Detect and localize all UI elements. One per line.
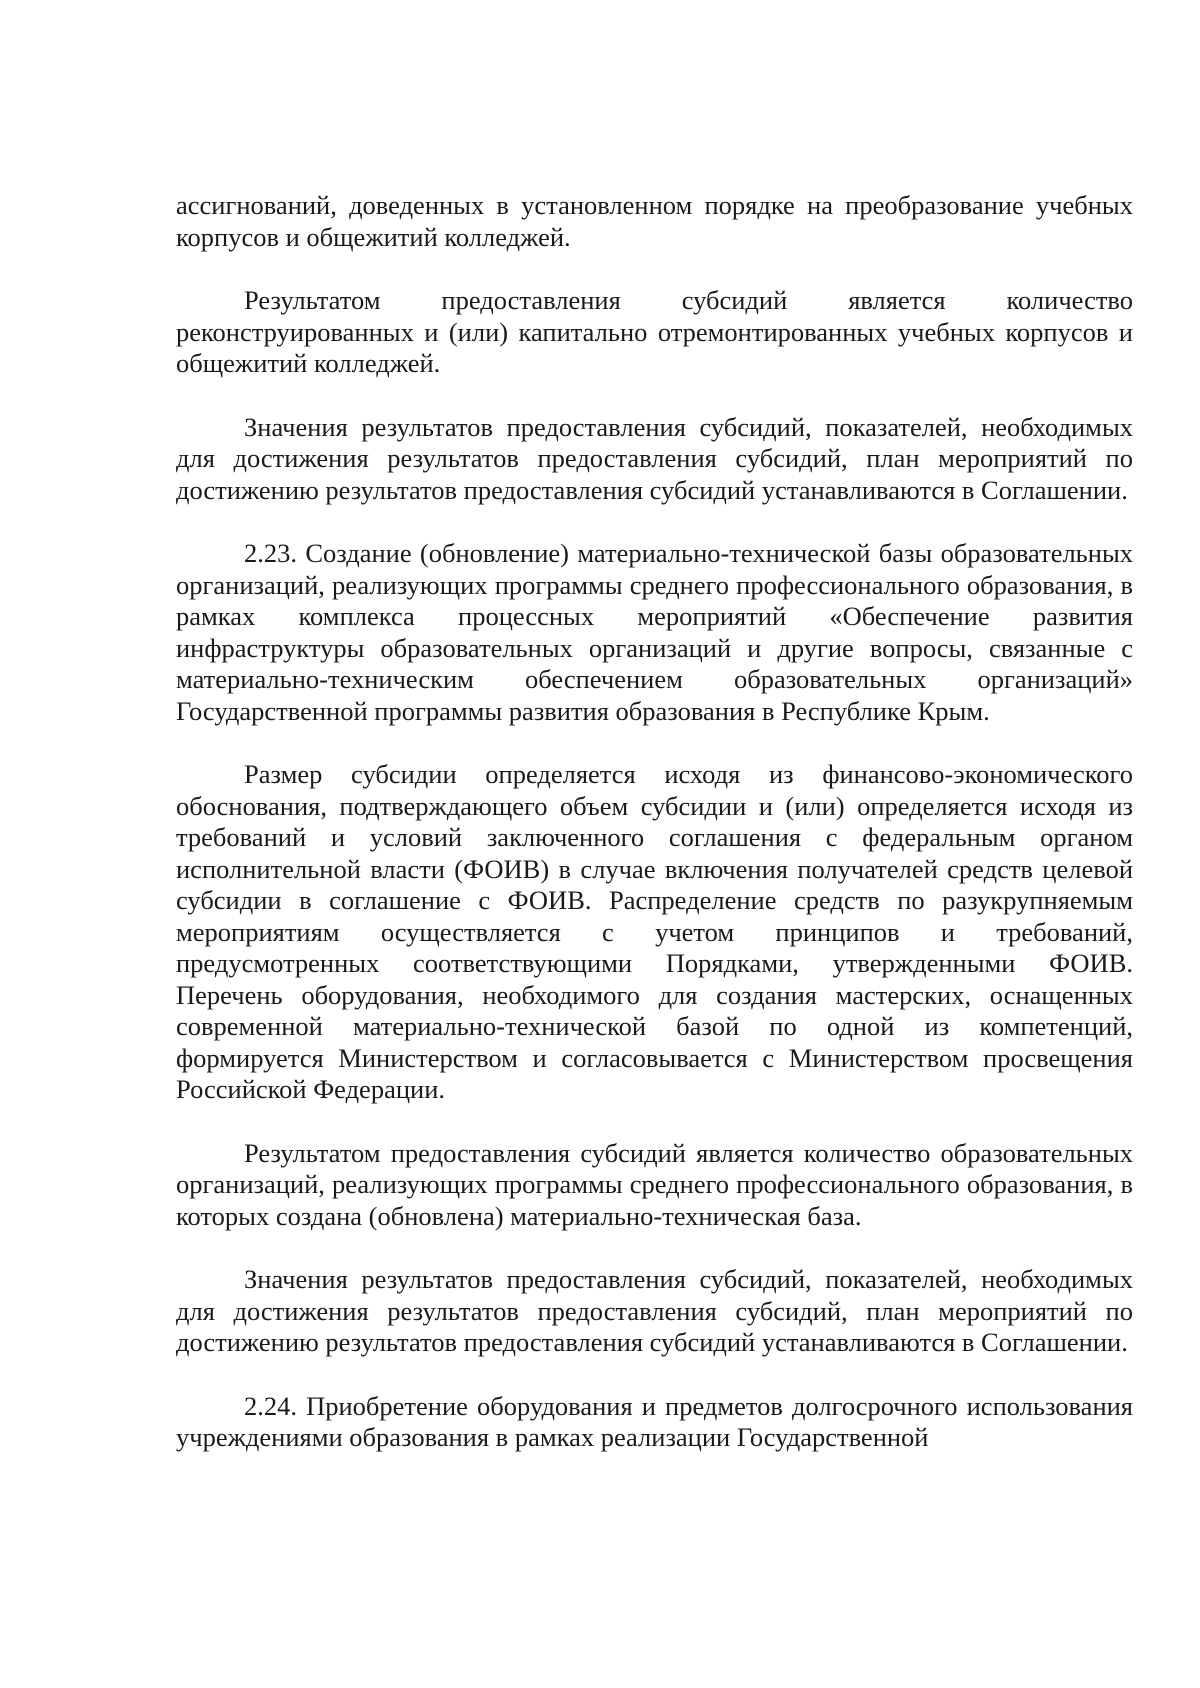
paragraph-result-reconstruction: Результатом предоставления субсидий является количество реконструированных и (или) капитально отремонтированных учебных корпусов и общежитий колледжей. xyxy=(176,285,1133,378)
paragraph-section-2-24: 2.24. Приобретение оборудования и предметов долгосрочного использования учреждениями образования в рамках реализации Государственной xyxy=(176,1390,1133,1452)
document-body xyxy=(176,190,1133,1454)
paragraph-result-values: Значения результатов предоставления субсидий, показателей, необходимых для достижения результатов предоставления субсидий, план мероприятий по достижению результатов предоставления субсидий устанавливаются в Соглашении. xyxy=(176,411,1133,505)
paragraph-continuation: ассигнований, доведенных в установленном порядке на преобразование учебных корпусов и общежитий колледжей. xyxy=(176,190,1133,252)
paragraph-result-organizations: Результатом предоставления субсидий является количество образовательных организаций, реализующих программы среднего профессионального образования, в которых создана (обновлена) материально-техническая база. xyxy=(176,1137,1133,1231)
paragraph-section-2-23: 2.23. Создание (обновление) материально-технической базы образовательных организаций, реализующих программы среднего профессионального образования, в рамках комплекса процессных мероприятий «Обеспечение развития инфраструктуры образовательных организаций и другие вопросы, связанные с материально-техническим обеспечением образовательных организаций» Государственной программы развития образования в Республике Крым. xyxy=(176,538,1133,726)
paragraph-subsidy-size: Размер субсидии определяется исходя из финансово-экономического обоснования, подтверждающего объем субсидии и (или) определяется исходя из требований и условий заключенного соглашения с федеральным органом исполнительной власти (ФОИВ) в случае включения получателей средств целевой субсидии в соглашение с ФОИВ. Распределение средств по разукрупняемым мероприятиям осуществляется с учетом принципов и требований, предусмотренных соответствующими Порядками, утвержденными ФОИВ. Перечень оборудования, необходимого для создания мастерских, оснащенных современной материально-технической базой по одной из компетенций, формируется Министерством и согласовывается с Министерством просвещения Российской Федерации. xyxy=(176,759,1133,1104)
paragraph-result-values-2: Значения результатов предоставления субсидий, показателей, необходимых для достижения результатов предоставления субсидий, план мероприятий по достижению результатов предоставления субсидий устанавливаются в Соглашении. xyxy=(176,1264,1133,1357)
